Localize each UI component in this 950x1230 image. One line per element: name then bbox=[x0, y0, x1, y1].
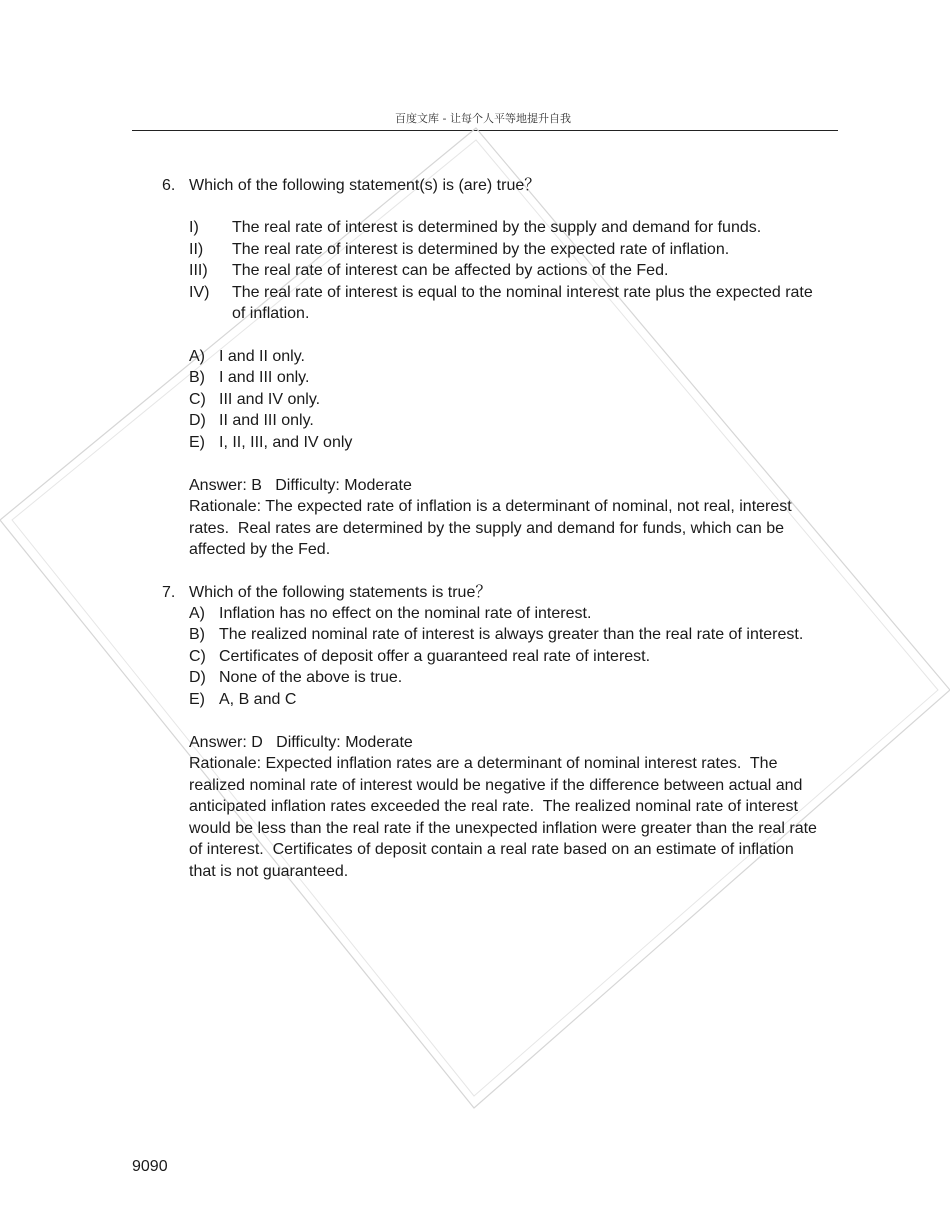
answer-line: Answer: B Difficulty: Moderate bbox=[189, 477, 412, 494]
option-text: I, II, III, and IV only bbox=[219, 434, 353, 451]
option-label: A) bbox=[189, 605, 205, 622]
statement-label: I) bbox=[189, 219, 199, 236]
statement-label: III) bbox=[189, 262, 208, 279]
statement-text: The real rate of interest is determined by the supply and demand for funds. bbox=[232, 219, 762, 236]
option-label: D) bbox=[189, 669, 206, 686]
option-label: A) bbox=[189, 348, 205, 365]
option-text: Inflation has no effect on the nominal rate of interest. bbox=[219, 605, 592, 622]
rationale-line: that is not guaranteed. bbox=[189, 863, 349, 880]
option-text: III and IV only. bbox=[219, 391, 321, 408]
header-divider bbox=[132, 130, 838, 131]
rationale-line: rates. Real rates are determined by the supply and demand for funds, which can be bbox=[189, 520, 785, 537]
statement-text: The real rate of interest can be affected by actions of the Fed. bbox=[232, 262, 669, 279]
rationale-line: realized nominal rate of interest would be negative if the difference between actual and bbox=[189, 777, 803, 794]
option-text: A, B and C bbox=[219, 691, 297, 708]
answer-line: Answer: D Difficulty: Moderate bbox=[189, 734, 413, 751]
rationale-line: would be less than the real rate if the unexpected inflation were greater than the real rate bbox=[189, 820, 817, 837]
rationale-line: Rationale: Expected inflation rates are a determinant of nominal interest rates. The bbox=[189, 755, 778, 772]
option-text: I and III only. bbox=[219, 369, 310, 386]
option-text: Certificates of deposit offer a guaranteed real rate of interest. bbox=[219, 648, 651, 665]
statement-text: The real rate of interest is equal to the nominal interest rate plus the expected rate bbox=[232, 284, 813, 301]
question-number: 7. bbox=[162, 584, 176, 601]
page-header-title: 百度文库 - 让每个人平等地提升自我 bbox=[395, 112, 571, 125]
page-number: 9090 bbox=[132, 1158, 168, 1175]
option-label: C) bbox=[189, 648, 206, 665]
question-number: 6. bbox=[162, 177, 176, 194]
rationale-line: Rationale: The expected rate of inflation is a determinant of nominal, not real, interest bbox=[189, 498, 792, 515]
statement-text-continued: of inflation. bbox=[232, 305, 310, 322]
option-label: D) bbox=[189, 412, 206, 429]
statement-label: IV) bbox=[189, 284, 210, 301]
option-label: C) bbox=[189, 391, 206, 408]
option-label: B) bbox=[189, 369, 205, 386]
option-label: B) bbox=[189, 626, 205, 643]
statement-text: The real rate of interest is determined by the expected rate of inflation. bbox=[232, 241, 730, 258]
rationale-line: affected by the Fed. bbox=[189, 541, 331, 558]
statement-label: II) bbox=[189, 241, 204, 258]
option-label: E) bbox=[189, 434, 205, 451]
option-text: II and III only. bbox=[219, 412, 314, 429]
question-prompt: Which of the following statement(s) is (are) true？ bbox=[189, 177, 541, 194]
rationale-line: anticipated inflation rates exceeded the real rate. The realized nominal rate of interest bbox=[189, 798, 798, 815]
question-prompt: Which of the following statements is true？ bbox=[189, 584, 492, 601]
option-text: The realized nominal rate of interest is always greater than the real rate of interest. bbox=[219, 626, 804, 643]
rationale-line: of interest. Certificates of deposit contain a real rate based on an estimate of inflation bbox=[189, 841, 794, 858]
option-label: E) bbox=[189, 691, 205, 708]
option-text: None of the above is true. bbox=[219, 669, 403, 686]
option-text: I and II only. bbox=[219, 348, 305, 365]
